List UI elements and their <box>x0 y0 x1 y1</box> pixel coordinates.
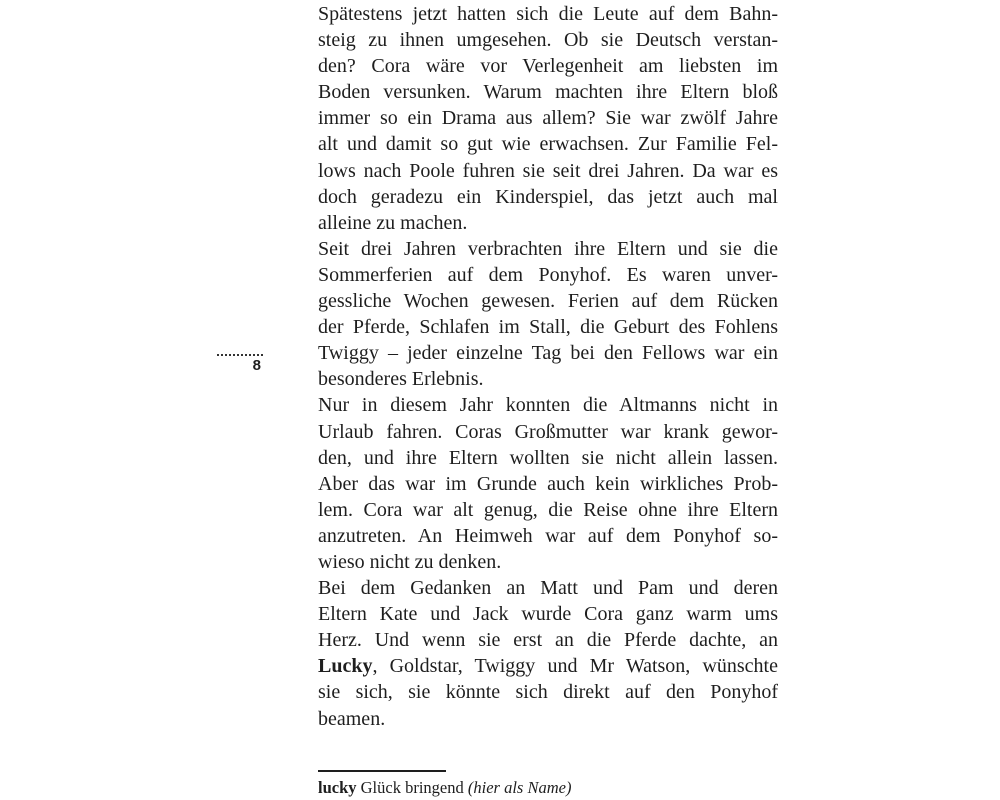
footnote-term: lucky <box>318 778 357 797</box>
text-line: steig zu ihnen umgesehen. Ob sie Deutsch verstan- <box>318 29 778 52</box>
text-line: Sommerferien auf dem Ponyhof. Es waren unver- <box>318 263 778 286</box>
text-line: den, und ihre Eltern wollten sie nicht allein lassen. <box>318 446 778 469</box>
page-number-marker <box>217 350 263 374</box>
footnote-note: (hier als Name) <box>467 778 572 797</box>
body-text <box>318 1 778 732</box>
footnote <box>318 778 571 798</box>
text-line: immer so ein Drama aus allem? Sie war zwölf Jahre <box>318 107 778 130</box>
text-line: lem. Cora war alt genug, die Reise ohne ihre Eltern <box>318 498 778 521</box>
text-line: Bei dem Gedanken an Matt und Pam und deren <box>318 577 778 600</box>
footnote-divider <box>318 770 446 772</box>
text-line: Eltern Kate und Jack wurde Cora ganz warm ums <box>318 603 778 626</box>
text-line: anzutreten. An Heimweh war auf dem Ponyhof so- <box>318 524 778 547</box>
text-line: Twiggy – jeder einzelne Tag bei den Fellows war ein <box>318 342 778 365</box>
text-line: Nur in diesem Jahr konnten die Altmanns nicht in <box>318 394 778 417</box>
text-line-lucky-rest: , Goldstar, Twiggy und Mr Watson, wünschte <box>372 655 778 678</box>
text-line: der Pferde, Schlafen im Stall, die Geburt des Fohlens <box>318 316 778 339</box>
text-line: Herz. Und wenn sie erst an die Pferde dachte, an <box>318 629 778 652</box>
text-line: Spätestens jetzt hatten sich die Leute auf dem Bahn- <box>318 3 778 25</box>
text-line: den? Cora wäre vor Verlegenheit am liebsten im <box>318 55 778 78</box>
text-line-lucky <box>318 653 778 679</box>
text-line: Seit drei Jahren verbrachten ihre Eltern und sie die <box>318 237 778 260</box>
text-line: alleine zu machen. <box>318 211 468 234</box>
text-line: wieso nicht zu denken. <box>318 550 502 573</box>
text-line: doch geradezu ein Kinderspiel, das jetzt auch mal <box>318 185 778 208</box>
text-line: Urlaub fahren. Coras Großmutter war krank gewor- <box>318 420 778 443</box>
text-line: lows nach Poole fuhren sie seit drei Jahren. Da war es <box>318 159 778 182</box>
text-line: sie sich, sie könnte sich direkt auf den Ponyhof <box>318 681 778 704</box>
page-number: 8 <box>252 357 261 374</box>
text-line: alt und damit so gut wie erwachsen. Zur Familie Fel- <box>318 133 778 156</box>
text-line: gessliche Wochen gewesen. Ferien auf dem Rücken <box>318 290 778 313</box>
text-line: besonderes Erlebnis. <box>318 368 484 391</box>
glossary-word-lucky: Lucky <box>318 655 373 678</box>
page-number-dots <box>217 350 263 356</box>
footnote-definition: Glück bringend <box>360 778 464 797</box>
text-line: Boden versunken. Warum machten ihre Eltern bloß <box>318 81 778 104</box>
text-line: beamen. <box>318 707 386 730</box>
text-line: Aber das war im Grunde auch kein wirkliches Prob- <box>318 472 778 495</box>
